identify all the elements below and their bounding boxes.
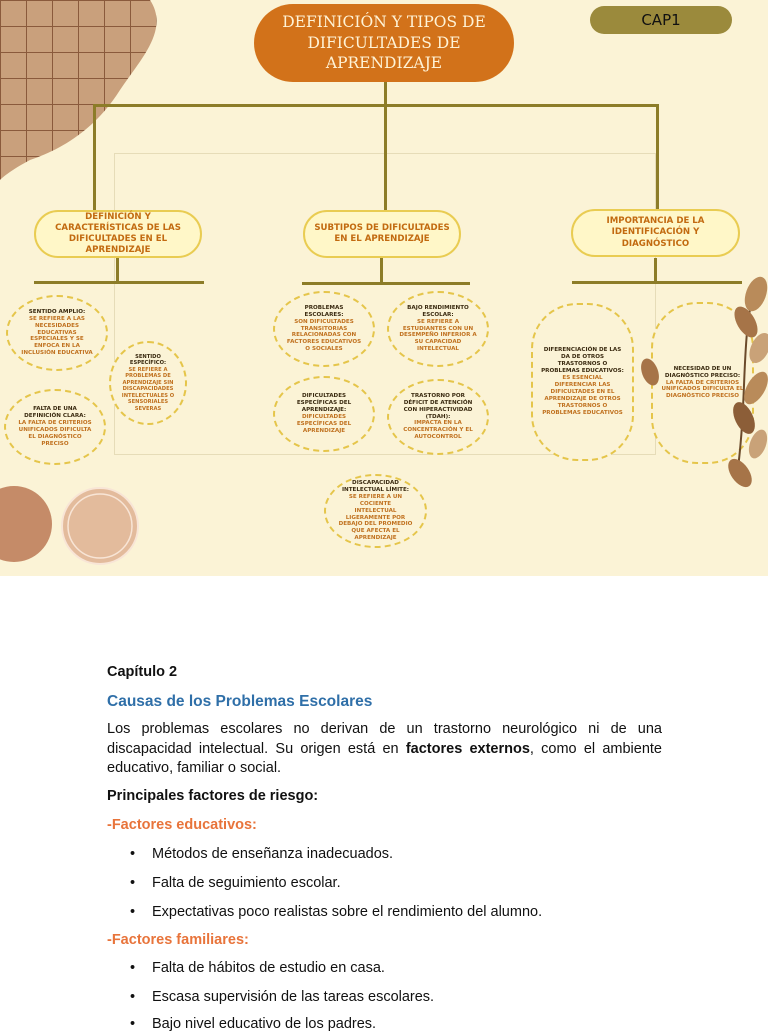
intro-text: , como el ambiente educativo, familiar o social.	[107, 740, 662, 776]
node-falta-definicion	[4, 389, 106, 465]
list-item-text: Escasa supervisión de las tareas escolares.	[152, 989, 435, 1005]
list-item-text: Bajo nivel educativo de los padres.	[152, 1016, 377, 1032]
list-item	[130, 846, 393, 862]
node-text: SON DIFICULTADES TRANSITORIAS RELACIONADAS CON FACTORES EDUCATIVOS O SOCIALES	[286, 318, 362, 353]
node-text: SE REFIERE A LAS NECESIDADES EDUCATIVAS ESPECIALES Y SE ENFOCA EN LA INCLUSIÓN EDUCATIVA	[21, 315, 93, 357]
node-text: ES ESENCIAL DIFERENCIAR LAS DIFICULTADES EN EL APRENDIZAJE DE OTROS TRASTORNOS O PROBLEMAS EDUCATIVOS	[542, 375, 623, 416]
connector	[93, 104, 658, 107]
node-heading: PROBLEMAS ESCOLARES:	[304, 304, 344, 318]
node-text: SE REFIERE A PROBLEMAS DE APRENDIZAJE SIN DISCAPACIDADES INTELECTUALES O SENSORIALES SEVERAS	[121, 366, 175, 412]
map-title-text: DEFINICIÓN Y TIPOS DE DIFICULTADES DE APRENDIZAJE	[282, 12, 486, 73]
dried-leaves-decoration	[640, 268, 768, 498]
node-text: LA FALTA DE CRITERIOS UNIFICADOS DIFICULTA EL DIAGNÓSTICO PRECISO	[661, 379, 744, 400]
node-heading: TRASTORNO POR DÉFICIT DE ATENCIÓN CON HIPERACTIVIDAD (TDAH):	[403, 392, 473, 420]
intro-paragraph	[107, 720, 662, 779]
list-item-text: Expectativas poco realistas sobre el rendimiento del alumno.	[152, 904, 543, 920]
list-item	[130, 989, 434, 1005]
node-text: SE REFIERE A UN COCIENTE INTELECTUAL LIGERAMENTE POR DEBAJO DEL PROMEDIO QUE AFECTA EL APRENDIZAJE	[338, 493, 413, 542]
node-sentido-amplio	[6, 295, 108, 371]
node-problemas-escolares	[273, 291, 375, 367]
node-heading: SENTIDO ESPECÍFICO:	[129, 353, 167, 367]
node-heading: SENTIDO AMPLIO:	[28, 308, 86, 315]
list-item	[130, 960, 385, 976]
branch-definicion	[34, 210, 202, 258]
node-diferenciacion	[531, 303, 634, 461]
section-title-educativos: -Factores educativos:	[107, 817, 257, 833]
node-heading: DISCAPACIDAD INTELECTUAL LÍMITE:	[341, 479, 410, 493]
connector	[302, 282, 470, 285]
branch-label: SUBTIPOS DE DIFICULTADES EN EL APRENDIZAJE	[314, 222, 450, 244]
node-text: LA FALTA DE CRITERIOS UNIFICADOS DIFICULTA EL DIAGNÓSTICO PRECISO	[18, 420, 92, 447]
intro-bold-text: factores externos	[405, 740, 530, 757]
connector	[656, 104, 659, 210]
branch-label: DEFINICIÓN Y CARACTERÍSTICAS DE LAS DIFICULTADES EN EL APRENDIZAJE	[55, 211, 181, 256]
node-discapacidad-limite	[324, 474, 427, 548]
chapter-title: Causas de los Problemas Escolares	[107, 693, 373, 710]
connector	[34, 281, 204, 284]
risk-heading: Principales factores de riesgo:	[107, 788, 319, 804]
node-bajo-rendimiento	[387, 291, 489, 367]
map-title	[254, 4, 514, 82]
node-heading: DIFERENCIACIÓN DE LAS DA DE OTROS TRASTORNOS O PROBLEMAS EDUCATIVOS:	[541, 347, 624, 375]
node-text: DIFICULTADES ESPECÍFICAS DEL APRENDIZAJE	[296, 414, 352, 434]
node-heading: BAJO RENDIMIENTO ESCOLAR:	[407, 304, 469, 318]
section-title-familiares: -Factores familiares:	[107, 932, 249, 948]
node-text: SE REFIERE A ESTUDIANTES CON UN DESEMPEÑO INFERIOR A SU CAPACIDAD INTELECTUAL	[399, 318, 477, 353]
list-item-text: Falta de seguimiento escolar.	[152, 875, 341, 891]
chapter-label: Capítulo 2	[107, 664, 178, 680]
branch-label: IMPORTANCIA DE LA IDENTIFICACIÓN Y DIAGNÓSTICO	[606, 216, 705, 249]
list-item-text: Métodos de enseñanza inadecuados.	[152, 846, 394, 862]
chapter-badge-text: CAP1	[641, 11, 681, 29]
list-item	[130, 904, 542, 920]
list-item	[130, 1016, 376, 1032]
node-dificultades-especificas	[273, 376, 375, 452]
list-item	[130, 875, 341, 891]
list-item-text: Falta de hábitos de estudio en casa.	[152, 960, 385, 976]
connector	[116, 258, 119, 282]
node-sentido-especifico	[109, 341, 187, 425]
branch-importancia	[571, 209, 740, 257]
node-tdah	[387, 379, 489, 455]
node-heading: NECESIDAD DE UN DIAGNÓSTICO PRECISO:	[664, 365, 741, 379]
intro-text: Los problemas escolares no derivan de un trastorno neurológico ni de una discapacidad intelectual. Su origen está en	[107, 721, 662, 757]
node-heading: FALTA DE UNA DEFINICIÓN CLARA:	[24, 406, 86, 420]
connector	[380, 258, 383, 282]
connector	[384, 82, 387, 210]
chapter-badge	[590, 6, 732, 34]
branch-subtipos	[303, 210, 461, 258]
decorative-circles	[0, 480, 150, 576]
node-text: IMPACTA EN LA CONCENTRACIÓN Y EL AUTOCONTROL	[403, 420, 473, 441]
node-heading: DIFICULTADES ESPECÍFICAS DEL APRENDIZAJE:	[296, 393, 352, 414]
connector	[93, 104, 96, 212]
